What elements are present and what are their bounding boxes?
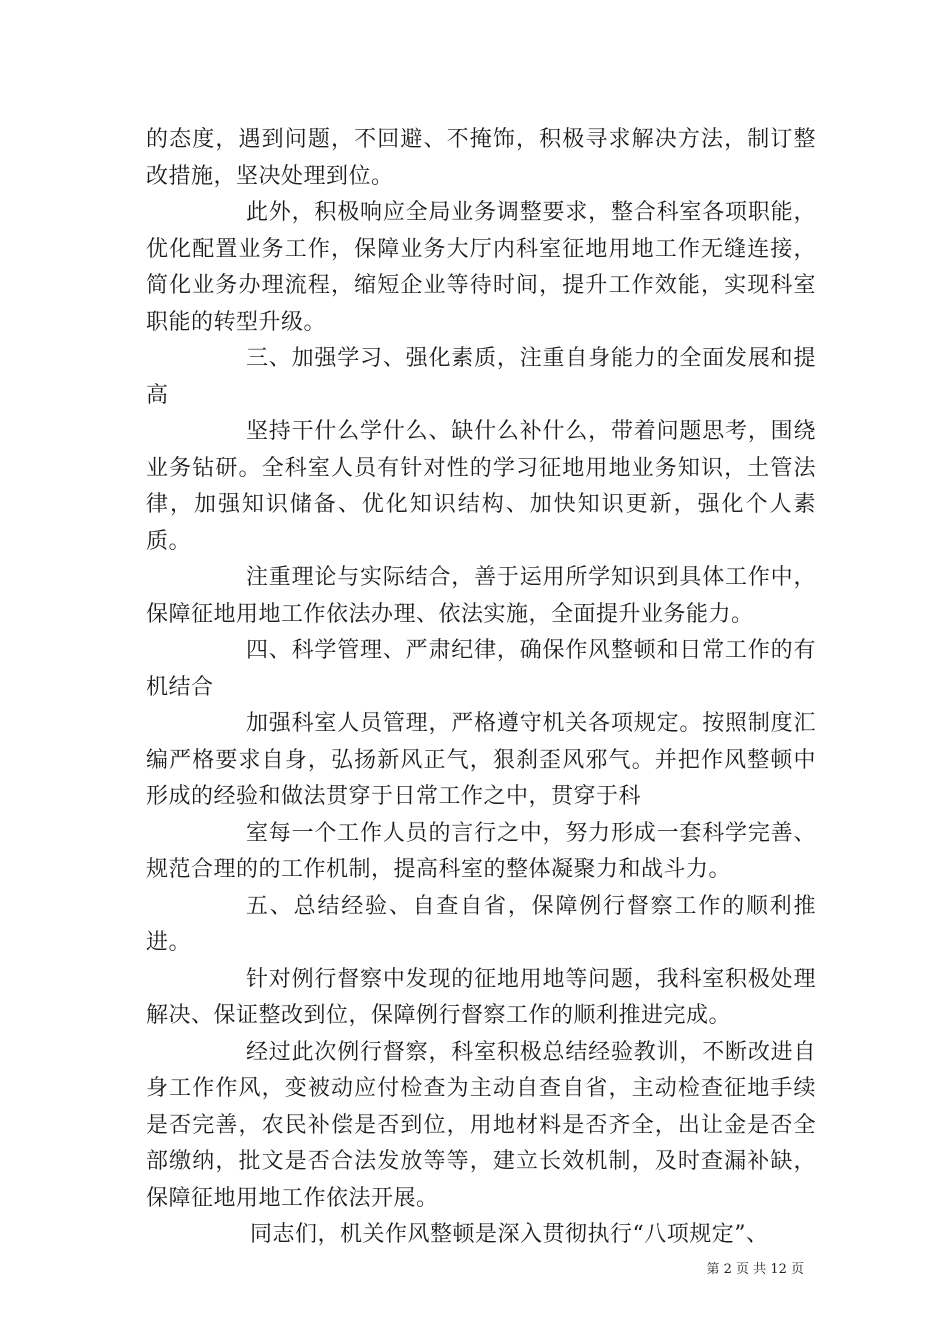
- section-heading-3: 三、加强学习、强化素质，注重自身能力的全面发展和提高: [146, 346, 816, 408]
- paragraph-closing: 同志们，机关作风整顿是深入贯彻执行“八项规定”、: [250, 1222, 769, 1247]
- paragraph-business-adjustment: 此外，积极响应全局业务调整要求，整合科室各项职能，优化配置业务工作，保障业务大厅内科室征地用地工作无缝连接，简化业务办理流程，缩短企业等待时间，提升工作效能，实现科室职能的转型升级。: [146, 200, 816, 335]
- section-heading-4: 四、科学管理、严肃纪律，确保作风整顿和日常工作的有机结合: [146, 638, 816, 700]
- paragraph-study: 坚持干什么学什么、缺什么补什么，带着问题思考，围绕业务钻研。全科室人员有针对性的学习征地用地业务知识，土管法律，加强知识储备、优化知识结构、加快知识更新，强化个人素质。: [146, 419, 816, 554]
- paragraph-continuation: 的态度，遇到问题，不回避、不掩饰，积极寻求解决方法，制订整改措施，坚决处理到位。: [146, 127, 816, 189]
- paragraph-lessons: 经过此次例行督察，科室积极总结经验教训，不断改进自身工作作风，变被动应付检查为主动自查自省，主动检查征地手续是否完善，农民补偿是否到位，用地材料是否齐全，出让金是否全部缴纳，批文是否合法发放等等，建立长效机制，及时查漏补缺，保障征地用地工作依法开展。: [146, 1039, 816, 1211]
- paragraph-theory-practice: 注重理论与实际结合，善于运用所学知识到具体工作中，保障征地用地工作依法办理、依法实施，全面提升业务能力。: [146, 565, 816, 627]
- paragraph-management: 加强科室人员管理，严格遵守机关各项规定。按照制度汇编严格要求自身，弘扬新风正气，狠刹歪风邪气。并把作风整顿中形成的经验和做法贯穿于日常工作之中，贯穿于科: [146, 711, 816, 809]
- document-body: [146, 122, 816, 1254]
- page-number-footer: 第 2 页 共 12 页: [706, 1262, 804, 1277]
- paragraph-inspection-issues: 针对例行督察中发现的征地用地等问题，我科室积极处理解决、保证整改到位，保障例行督察工作的顺利推进完成。: [146, 966, 816, 1028]
- paragraph-mechanism: 室每一个工作人员的言行之中，努力形成一套科学完善、规范合理的的工作机制，提高科室的整体凝聚力和战斗力。: [146, 820, 816, 882]
- section-heading-5: 五、总结经验、自查自省，保障例行督察工作的顺利推进。: [146, 893, 816, 955]
